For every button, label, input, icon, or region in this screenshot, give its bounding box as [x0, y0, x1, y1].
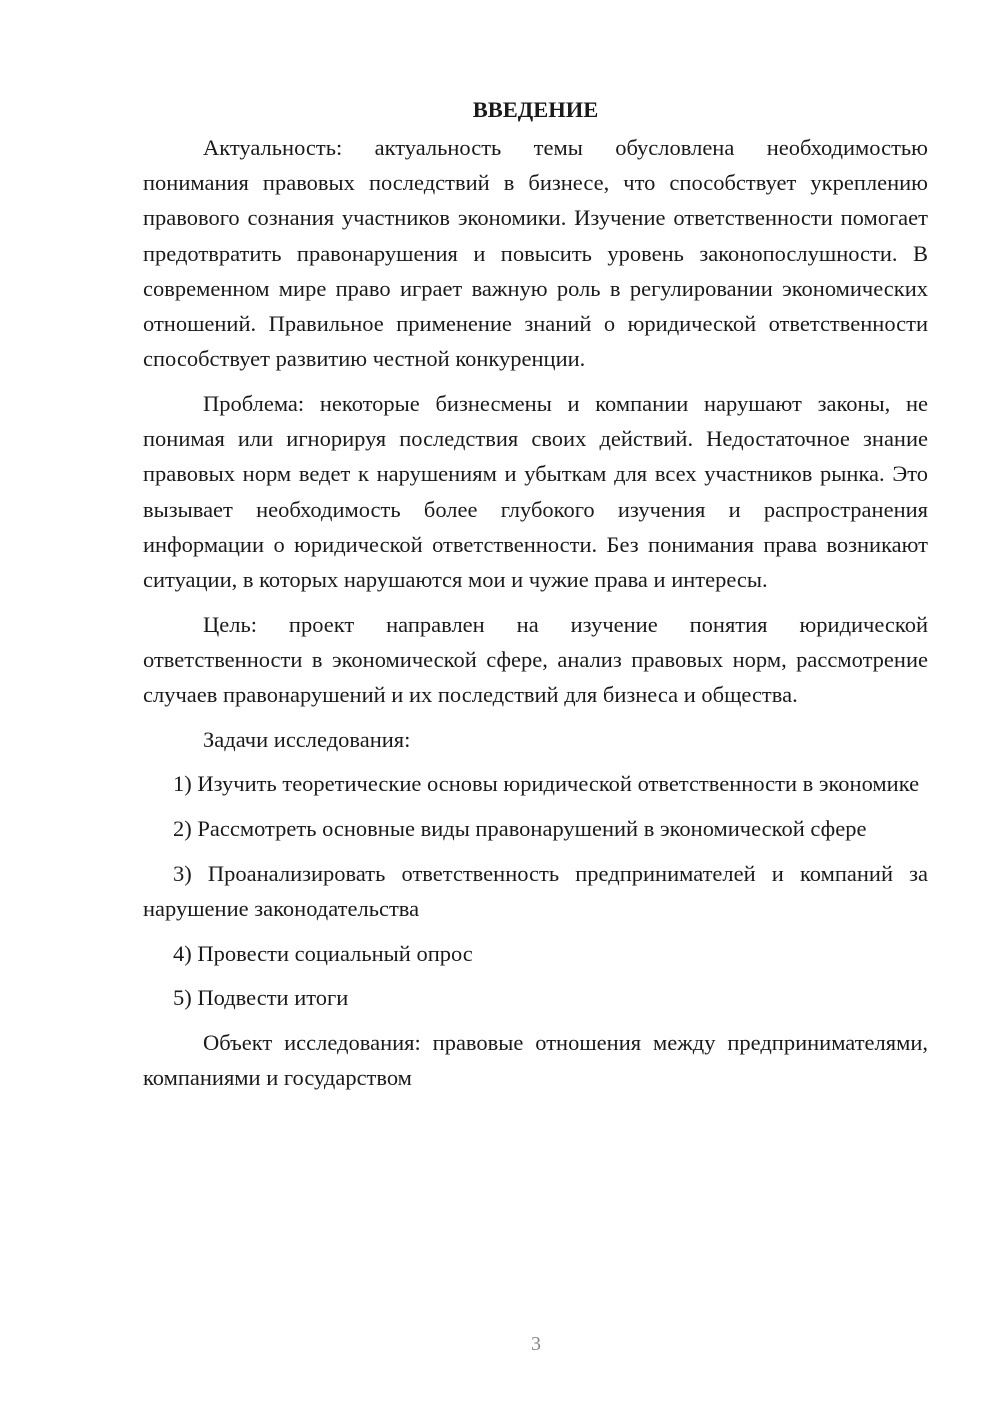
- page-number: 3: [531, 1333, 541, 1355]
- task-item-3: 3) Проанализировать ответственность предпринимателей и компаний за нарушение законодательства: [143, 860, 928, 922]
- goal-paragraph: Цель: проект направлен на изучение понятия юридической ответственности в экономической сфере, анализ правовых норм, рассмотрение случаев правонарушений и их последствий для бизнеса и общества.: [143, 611, 928, 708]
- task-item-2: 2) Рассмотреть основные виды правонарушений в экономической сфере: [173, 816, 867, 842]
- problem-paragraph: Проблема: некоторые бизнесмены и компании нарушают законы, не понимая или игнорируя последствия своих действий. Недостаточное знание правовых норм ведет к нарушениям и убыткам для всех участников рынка. Это вызывает необходимость более глубокого изучения и распространения информации о юридической ответственности. Без понимания права возникают ситуации, в которых нарушаются мои и чужие права и интересы.: [143, 390, 928, 592]
- task-item-1: 1) Изучить теоретические основы юридической ответственности в экономике: [173, 771, 920, 797]
- task-item-4: 4) Провести социальный опрос: [173, 940, 473, 966]
- tasks-list: [143, 766, 928, 1015]
- document-page: [143, 92, 928, 1105]
- object-paragraph: Объект исследования: правовые отношения между предпринимателями, компаниями и государством: [143, 1030, 928, 1091]
- section-title: ВВЕДЕНИЕ: [472, 97, 599, 122]
- relevance-paragraph: Актуальность: актуальность темы обусловлена необходимостью понимания правовых последствий в бизнесе, что способствует укреплению правового сознания участников экономики. Изучение ответственности помогает предотвратить правонарушения и повысить уровень законопослушности. В современном мире право играет важную роль в регулировании экономических отношений. Правильное применение знаний о юридической ответственности способствует развитию честной конкуренции.: [143, 135, 928, 372]
- task-item-5: 5) Подвести итоги: [173, 985, 349, 1011]
- tasks-heading: Задачи исследования:: [203, 726, 411, 752]
